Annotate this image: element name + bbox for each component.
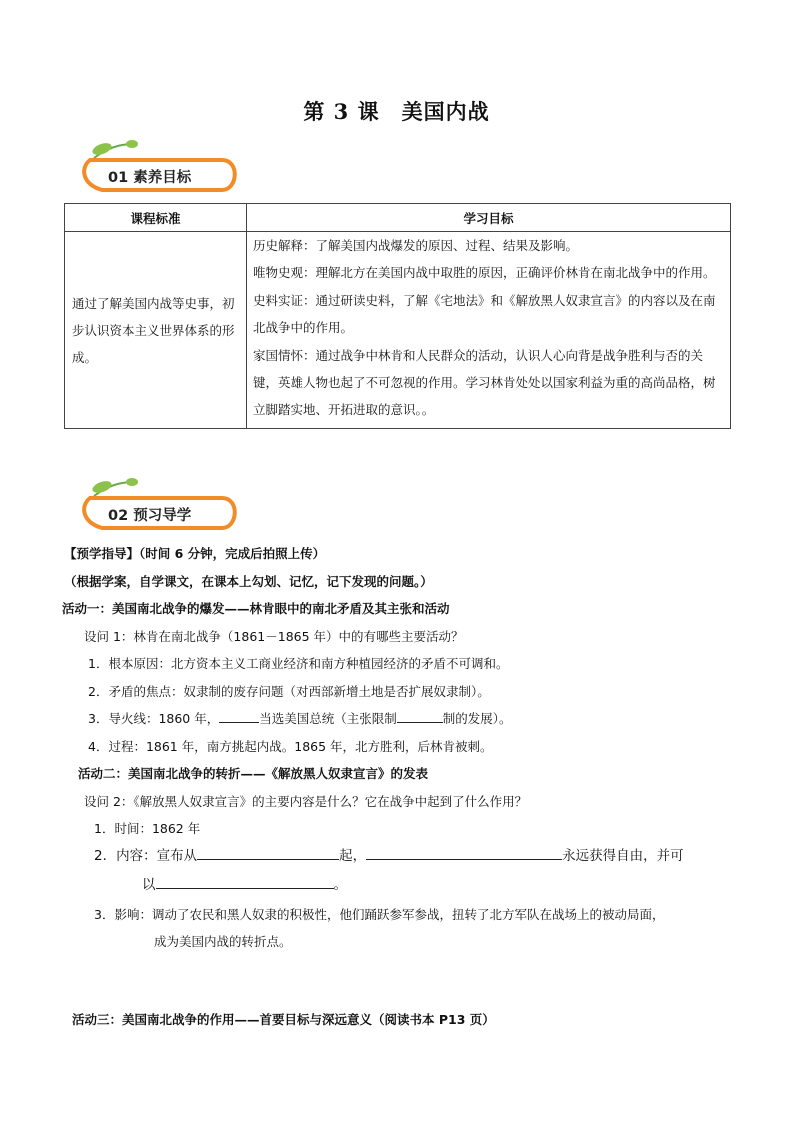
item-text: 3．导火线：1860 年，	[88, 711, 220, 726]
guide-text: 【预学指导】（时间 6 分钟，完成后拍照上传）	[64, 546, 326, 561]
section-label: 02 预习导学	[108, 508, 192, 524]
activity2-item	[72, 872, 742, 901]
item-text: 。	[333, 876, 347, 893]
table-row	[65, 232, 731, 429]
fill-blank[interactable]	[156, 874, 334, 889]
guide-note: （根据学案，自学课文，在课本上勾划、记忆，记下发现的问题。）	[64, 573, 433, 589]
page-title: 第 3 课 美国内战	[303, 99, 490, 124]
item-text: 制的发展）。	[442, 711, 512, 726]
goals-table	[64, 203, 731, 429]
objective-item: 历史解释：了解美国内战爆发的原因、过程、结果及影响。	[253, 238, 579, 253]
item-text: 当选美国总统（主张限制	[259, 711, 397, 726]
table-header-cell: 学习目标	[247, 204, 731, 232]
activity1-question: 设问 1：林肯在南北战争（1861－1865 年）中的有哪些主要活动？	[84, 628, 464, 644]
activity3-title: 活动三：美国南北战争的作用——首要目标与深远意义（阅读书本 P13 页）	[72, 1011, 495, 1027]
preview-section	[62, 540, 742, 1033]
objectives-cell	[247, 232, 731, 429]
activity2-item	[72, 843, 742, 872]
table-header-cell: 课程标准	[65, 204, 247, 232]
section-badge-preview	[72, 476, 272, 536]
fill-blank[interactable]	[397, 708, 443, 723]
fill-blank[interactable]	[366, 845, 562, 860]
item-text: 起，	[339, 847, 367, 864]
fill-blank[interactable]	[197, 845, 339, 860]
activity1-title: 活动一：美国南北战争的爆发——林肯眼中的南北矛盾及其主张和活动	[62, 601, 450, 616]
activity1-item	[72, 705, 742, 733]
activity1-item: 4．过程：1861 年，南方挑起内战。1865 年，北方胜利，后林肯被刺。	[88, 738, 493, 754]
section-badge-goals	[72, 138, 272, 198]
item-text: 2．内容：宣布从	[94, 847, 198, 864]
fill-blank[interactable]	[219, 708, 259, 723]
activity2-item: 3．影响：调动了农民和黑人奴隶的积极性，他们踊跃参军参战，扭转了北方军队在战场上的被动局面，	[94, 906, 665, 922]
activity2-item: 成为美国内战的转折点。	[154, 934, 292, 949]
objective-item: 唯物史观：理解北方在美国内战中取胜的原因，正确评价林肯在南北战争中的作用。	[253, 265, 716, 281]
table-header-row	[65, 204, 731, 232]
section-label: 01 素养目标	[108, 170, 192, 186]
activity2-item: 1．时间：1862 年	[94, 821, 201, 836]
activity1-item: 1．根本原因：北方资本主义工商业经济和南方种植园经济的矛盾不可调和。	[88, 656, 509, 671]
activity2-title: 活动二：美国南北战争的转折——《解放黑人奴隶宣言》的发表	[78, 766, 429, 781]
activity2-question: 设问 2：《解放黑人奴隶宣言》的主要内容是什么？它在战争中起到了什么作用？	[84, 793, 528, 809]
item-text: 永远获得自由，并可	[562, 847, 684, 864]
objective-item: 家国情怀：通过战争中林肯和人民群众的活动，认识人心向背是战争胜利与否的关键，英雄人物也起了不可忽视的作用。学习林肯处处以国家利益为重的高尚品格，树立脚踏实地、开拓进取的意识。。	[253, 347, 716, 418]
item-text: 以	[142, 876, 156, 893]
activity1-item: 2．矛盾的焦点：奴隶制的废存问题（对西部新增土地是否扩展奴隶制）。	[88, 683, 490, 699]
objective-item: 史料实证：通过研读史料，了解《宅地法》和《解放黑人奴隶宣言》的内容以及在南北战争中的作用。	[253, 292, 716, 336]
course-standard: 通过了解美国内战等史事，初步认识资本主义世界体系的形成。	[65, 232, 247, 429]
